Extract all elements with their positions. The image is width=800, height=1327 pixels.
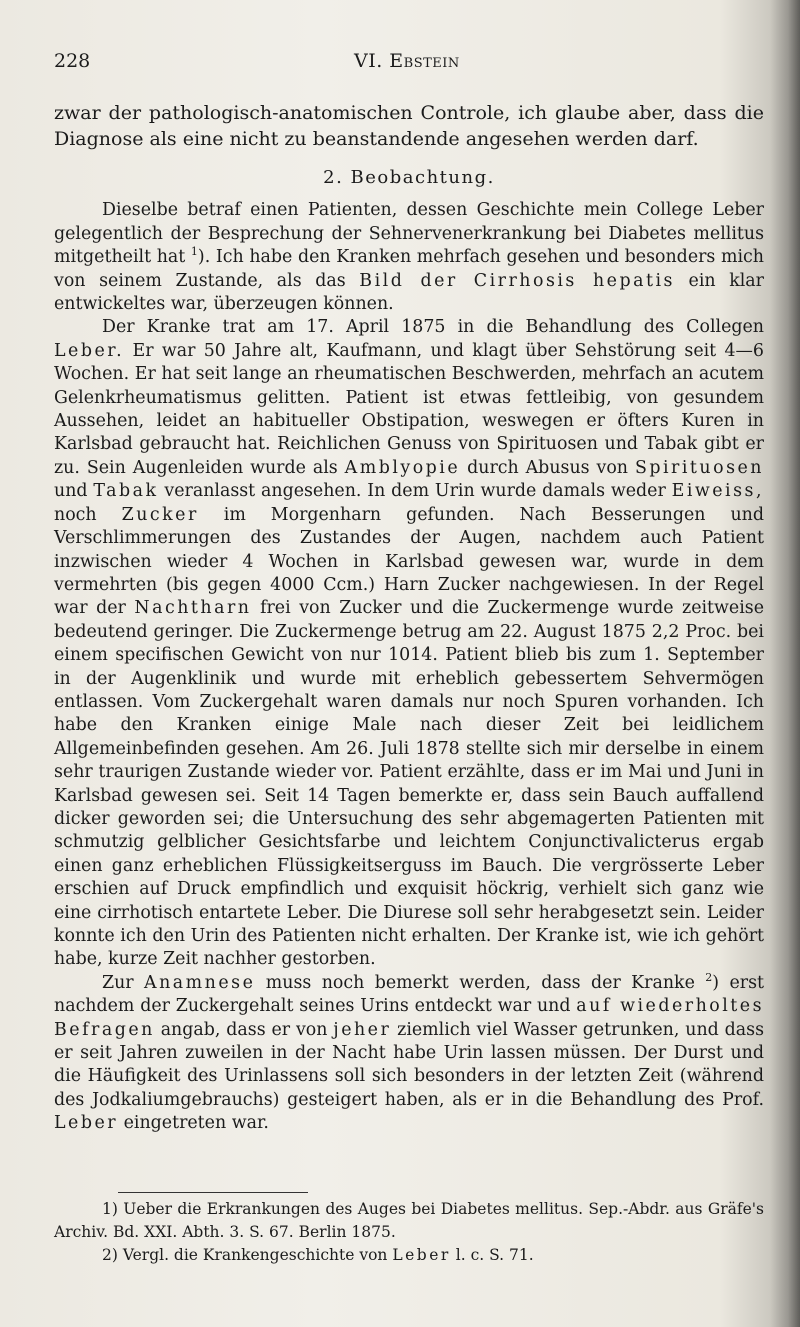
text-run: Er war 50 Jahre alt, Kaufmann, und klagt über Sehstörung seit 4—6 Wochen. Er hat seit lange an rheumatischen Beschwerden, mehrfach an acutem Gelenkrheumatismus gelitten. Patient ist etwas fettleibig, von gesundem Aussehen, leidet an habitueller Obstipation, weswegen er öfters Kuren in Karlsbad gebraucht hat. Reichlichen Genuss von Spirituosen und Tabak gibt er zu. Sein Augenleiden wurde als (54, 340, 764, 478)
spaced-emphasis: Tabak (93, 481, 159, 502)
paragraph-2 (54, 316, 764, 971)
text-run: muss noch bemerkt werden, dass der Kranke (265, 972, 695, 993)
text-run: 2) Vergl. die Krankengeschichte von (102, 1246, 388, 1264)
footnote-marker-1: 1 (190, 245, 198, 259)
text-run: veranlasst angesehen. In dem Urin wurde damals weder (164, 481, 666, 502)
text-run: angab, dass er von (160, 1019, 328, 1040)
spaced-emphasis: Amblyopie (344, 457, 461, 478)
text-run: ein klar entwickeltes war, überzeugen können. (54, 270, 764, 315)
spaced-emphasis: Leber (54, 1113, 119, 1134)
spaced-emphasis: auf wiederholtes Befragen (54, 996, 765, 1040)
page-number: 228 (54, 50, 91, 72)
page-header (54, 50, 760, 80)
text-run: noch (54, 504, 97, 525)
paragraph-1 (54, 199, 764, 316)
text-run: eingetreten war. (123, 1113, 269, 1134)
text-run: l. c. S. 71. (455, 1246, 534, 1264)
page-gutter-shadow (770, 0, 800, 1327)
footnote-1: 1) Ueber die Erkrankungen des Auges bei Diabetes mellitus. Sep.-Abdr. aus Gräfe's Archiv. Bd. XXI. Abth. 3. S. 67. Berlin 1875. (54, 1200, 764, 1241)
text-run: ziemlich viel Wasser getrunken, und dass er seit Jahren zuweilen in der Nacht habe Urin lassen müssen. Der Durst und die Häufigkeit des Urinlassens soll sich besonders in der letzten Zeit (während des Jodkaliumgebrauchs) gesteigert haben, als er in die Behandlung des Prof. (54, 1019, 764, 1110)
spaced-emphasis: Bild der Cirrhosis hepatis (359, 270, 675, 291)
text-run: Zur (102, 972, 134, 993)
footnote-marker-2: 2 (705, 971, 713, 985)
spaced-emphasis: Anamnese (144, 972, 256, 993)
footnote-rule (118, 1192, 308, 1193)
continuation-paragraph: zwar der pathologisch-anatomischen Controle, ich glaube aber, dass die Diagnose als eine nicht zu beanstandende angesehen werden darf. (54, 102, 764, 150)
body-text (54, 100, 764, 1136)
section-heading: 2. Beobachtung. (323, 167, 495, 188)
spaced-emphasis: jeher (333, 1019, 392, 1040)
running-head: VI. Ebstein (354, 50, 460, 72)
footnotes (54, 1198, 764, 1267)
spaced-emphasis: Spirituosen (634, 457, 764, 478)
text-run: Der Kranke trat am 17. April 1875 in die Behandlung des Collegen (102, 317, 764, 338)
text-run: frei von Zucker und die Zuckermenge wurde zeitweise bedeutend geringer. Die Zuckermenge betrug am 22. August 1875 2,2 Proc. bei einem specifischen Gewicht von nur 1014. Patient blieb bis zum 1. September in der Augenklinik und wurde mit erheblich gebessertem Sehvermögen entlassen. Vom Zuckergehalt waren damals nur noch Spuren vorhanden. Ich habe den Kranken einige Male nach dieser Zeit bei leidlichem Allgemeinbefinden gesehen. Am 26. Juli 1878 stellte sich mir derselbe in einem sehr traurigen Zustande wieder vor. Patient erzählte, dass er im Mai und Juni in Karlsbad gewesen sei. Seit 14 Tagen bemerkte er, dass sein Bauch auffallend dicker geworden sei; die Untersuchung des sehr abgemagerten Patienten mit schmutzig gelblicher Gesichtsfarbe und leichtem Conjunctivalicterus ergab einen ganz erheblichen Flüssigkeitserguss im Bauch. Die vergrösserte Leber erschien auf Druck empfindlich und exquisit höckrig, verhielt sich ganz wie eine cirrhotisch entartete Leber. Die Diurese soll sehr herabgesetzt sein. Leider konnte ich den Urin des Patienten nicht erhalten. Der Kranke ist, wie ich gehört habe, kurze Zeit nachher gestorben. (54, 598, 764, 970)
text-run: ). Ich habe den Kranken mehrfach gesehen und besonders mich von seinem Zustande, als das (54, 247, 764, 291)
footnote-2 (54, 1244, 764, 1267)
paragraph-3 (54, 972, 764, 1136)
spaced-emphasis: Leber (392, 1246, 451, 1264)
text-run: durch Abusus von (467, 457, 628, 478)
spaced-emphasis: Zucker (121, 504, 199, 525)
spaced-emphasis: Eiweiss, (671, 481, 764, 502)
text-run: ) erst nachdem der Zuckergehalt seines Urins entdeckt war und (54, 972, 765, 1017)
spaced-emphasis: Leber. (54, 340, 125, 361)
text-run: im Morgenharn gefunden. Nach Besserungen und Verschlimmerungen des Zustandes der Augen, nachdem auch Patient inzwischen wieder 4 Wochen in Karlsbad gewesen war, wurde in dem vermehrten (bis gegen 4000 Ccm.) Harn Zucker nachgewiesen. In der Regel war der (54, 504, 765, 619)
spaced-emphasis: Nachtharn (134, 598, 252, 619)
text-run: Dieselbe betraf einen Patienten, dessen Geschichte mein College Leber gelegentlich der Besprechung der Sehnervenerkrankung bei Diabetes mellitus mitgetheilt hat (54, 200, 764, 268)
text-run: und (54, 481, 88, 502)
